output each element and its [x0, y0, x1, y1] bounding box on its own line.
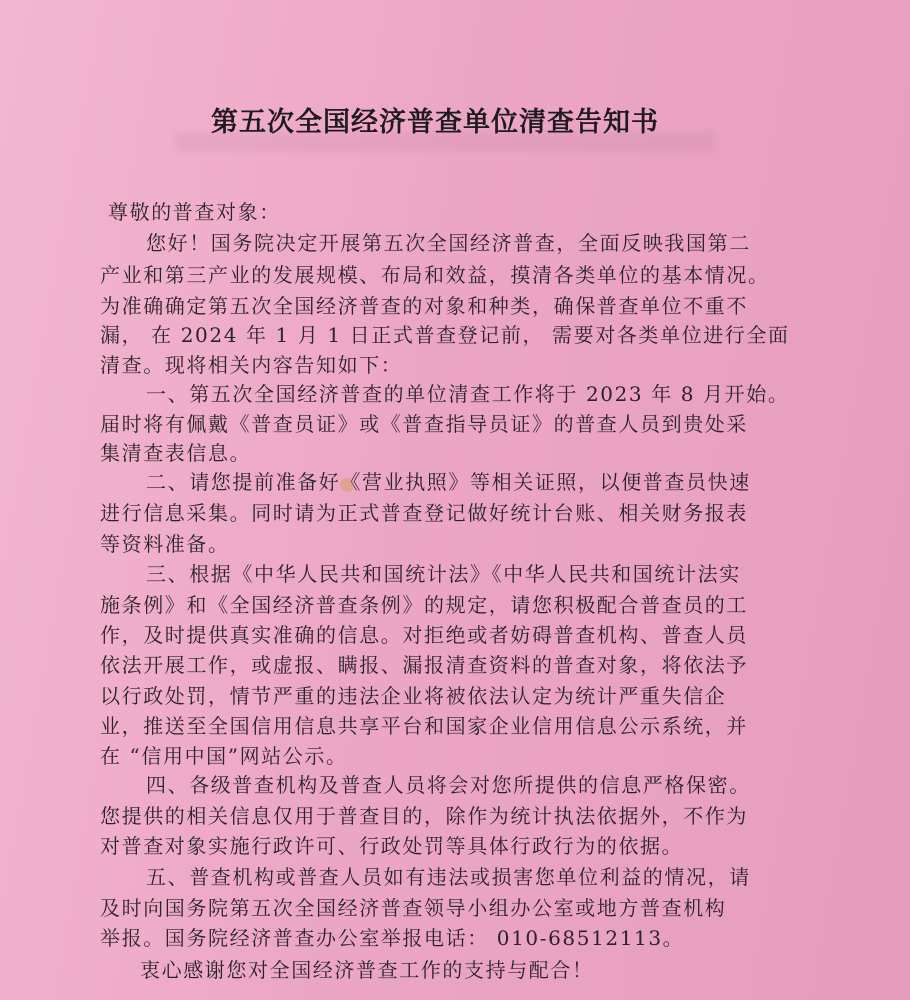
text-line: 对普查对象实施行政许可、行政处罚等具体行政行为的依据。 [100, 834, 684, 858]
text-line: 以行政处罚，情节严重的违法企业将被依法认定为统计严重失信企 [100, 684, 727, 708]
text-line: 一、第五次全国经济普查的单位清查工作将于 2023 年 8 月开始。 [146, 382, 790, 406]
text-line: 进行信息采集。同时请为正式普查登记做好统计台账、相关财务报表 [100, 501, 748, 525]
text-line: 四、各级普查机构及普查人员将会对您所提供的信息严格保密。 [146, 773, 751, 797]
text-line: 您提供的相关信息仅用于普查目的，除作为统计执法依据外，不作为 [100, 804, 748, 828]
text-line: 业，推送至全国信用信息共享平台和国家企业信用信息公示系统，并 [100, 714, 748, 738]
text-line: 三、根据《中华人民共和国统计法》《中华人民共和国统计法实 [146, 562, 741, 586]
text-line: 依法开展工作，或虚报、瞒报、漏报清查资料的普查对象，将依法予 [100, 653, 748, 677]
text-line: 集清查表信息。 [100, 441, 252, 465]
text-line: 在 “信用中国”网站公示。 [100, 744, 348, 768]
text-line: 等资料准备。 [100, 532, 230, 556]
text-line: 产业和第三产业的发展规模、布局和效益，摸清各类单位的基本情况。 [100, 263, 770, 287]
text-line: 五、普查机构或普查人员如有违法或损害您单位利益的情况，请 [146, 865, 751, 889]
closing-line: 衷心感谢您对全国经济普查工作的支持与配合！ [140, 958, 594, 982]
text-line: 及时向国务院第五次全国经济普查领导小组办公室或地方普查机构 [100, 896, 727, 920]
paper-stain [340, 478, 354, 492]
salutation: 尊敬的普查对象： [108, 200, 281, 224]
document-title: 第五次全国经济普查单位清查告知书 [211, 107, 659, 138]
text-line: 为准确确定第五次全国经济普查的对象和种类，确保普查单位不重不 [100, 294, 748, 318]
text-line: 清查。现将相关内容告知如下： [100, 353, 403, 377]
text-line: 您好！国务院决定开展第五次全国经济普查，全面反映我国第二 [146, 231, 751, 255]
text-line: 二、请您提前准备好《营业执照》等相关证照，以便普查员快速 [146, 470, 751, 494]
text-line: 施条例》和《全国经济普查条例》的规定，请您积极配合普查员的工 [100, 593, 748, 617]
text-line: 作，及时提供真实准确的信息。对拒绝或者妨碍普查机构、普查人员 [100, 623, 748, 647]
text-line: 届时将有佩戴《普查员证》或《普查指导员证》的普查人员到贵处采 [100, 412, 748, 436]
text-line: 举报。国务院经济普查办公室举报电话： 010-68512113。 [100, 926, 685, 950]
text-line: 漏， 在 2024 年 1 月 1 日正式普查登记前， 需要对各类单位进行全面 [100, 323, 790, 347]
